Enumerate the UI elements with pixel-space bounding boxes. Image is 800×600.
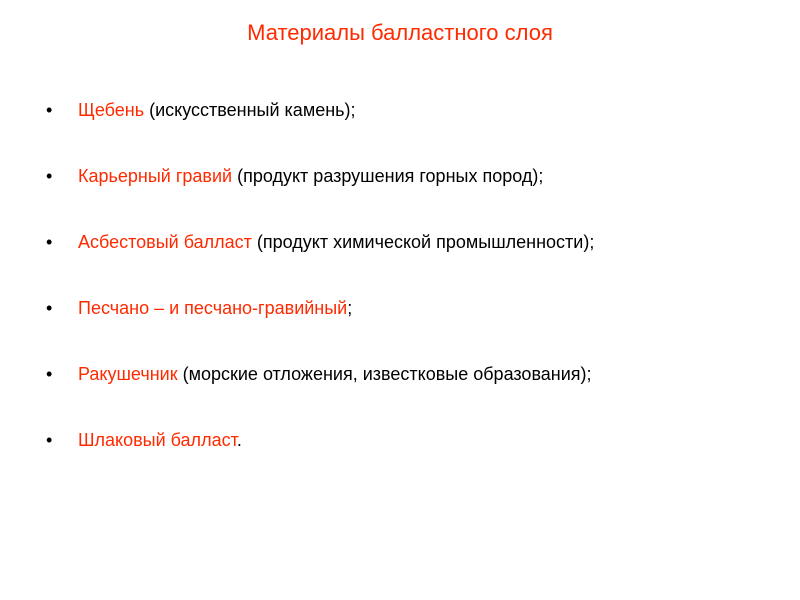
- list-item: [40, 94, 780, 126]
- bullet-icon: •: [46, 166, 53, 186]
- list-item-description: ;: [347, 298, 353, 318]
- list-item-text: [78, 226, 594, 258]
- list-item-description: (морские отложения, известковые образования);: [177, 364, 592, 384]
- list-item-text: [78, 160, 543, 192]
- list-item: [40, 226, 780, 258]
- list-item-text: [78, 292, 352, 324]
- list-item-description: (продукт химической промышленности);: [251, 232, 595, 252]
- list-item: [40, 160, 780, 192]
- bullet-icon: •: [46, 364, 53, 384]
- list-item-description: (искусственный камень);: [144, 100, 356, 120]
- list-item-description: .: [236, 430, 242, 450]
- list-item-term: Карьерный гравий: [78, 166, 233, 186]
- bullet-icon: •: [46, 430, 53, 450]
- list-item-term: Ракушечник: [78, 364, 178, 384]
- list-item: [40, 358, 780, 390]
- list-item-term: Асбестовый балласт: [78, 232, 252, 252]
- list-item-description: (продукт разрушения горных пород);: [232, 166, 544, 186]
- list-item: [40, 292, 780, 324]
- list-item-text: [78, 94, 356, 126]
- list-item-term: Песчано – и песчано-гравийный: [78, 298, 348, 318]
- bullet-icon: •: [46, 232, 53, 252]
- list-item-text: [78, 424, 242, 456]
- bullet-icon: •: [46, 298, 53, 318]
- list-item-term: Шлаковый балласт: [78, 430, 237, 450]
- list-item-text: [78, 358, 592, 390]
- ballast-materials-list: [40, 94, 780, 490]
- bullet-icon: •: [46, 100, 53, 120]
- list-item: [40, 424, 780, 456]
- list-item-term: Щебень: [78, 100, 145, 120]
- slide-title: Материалы балластного слоя: [247, 20, 553, 45]
